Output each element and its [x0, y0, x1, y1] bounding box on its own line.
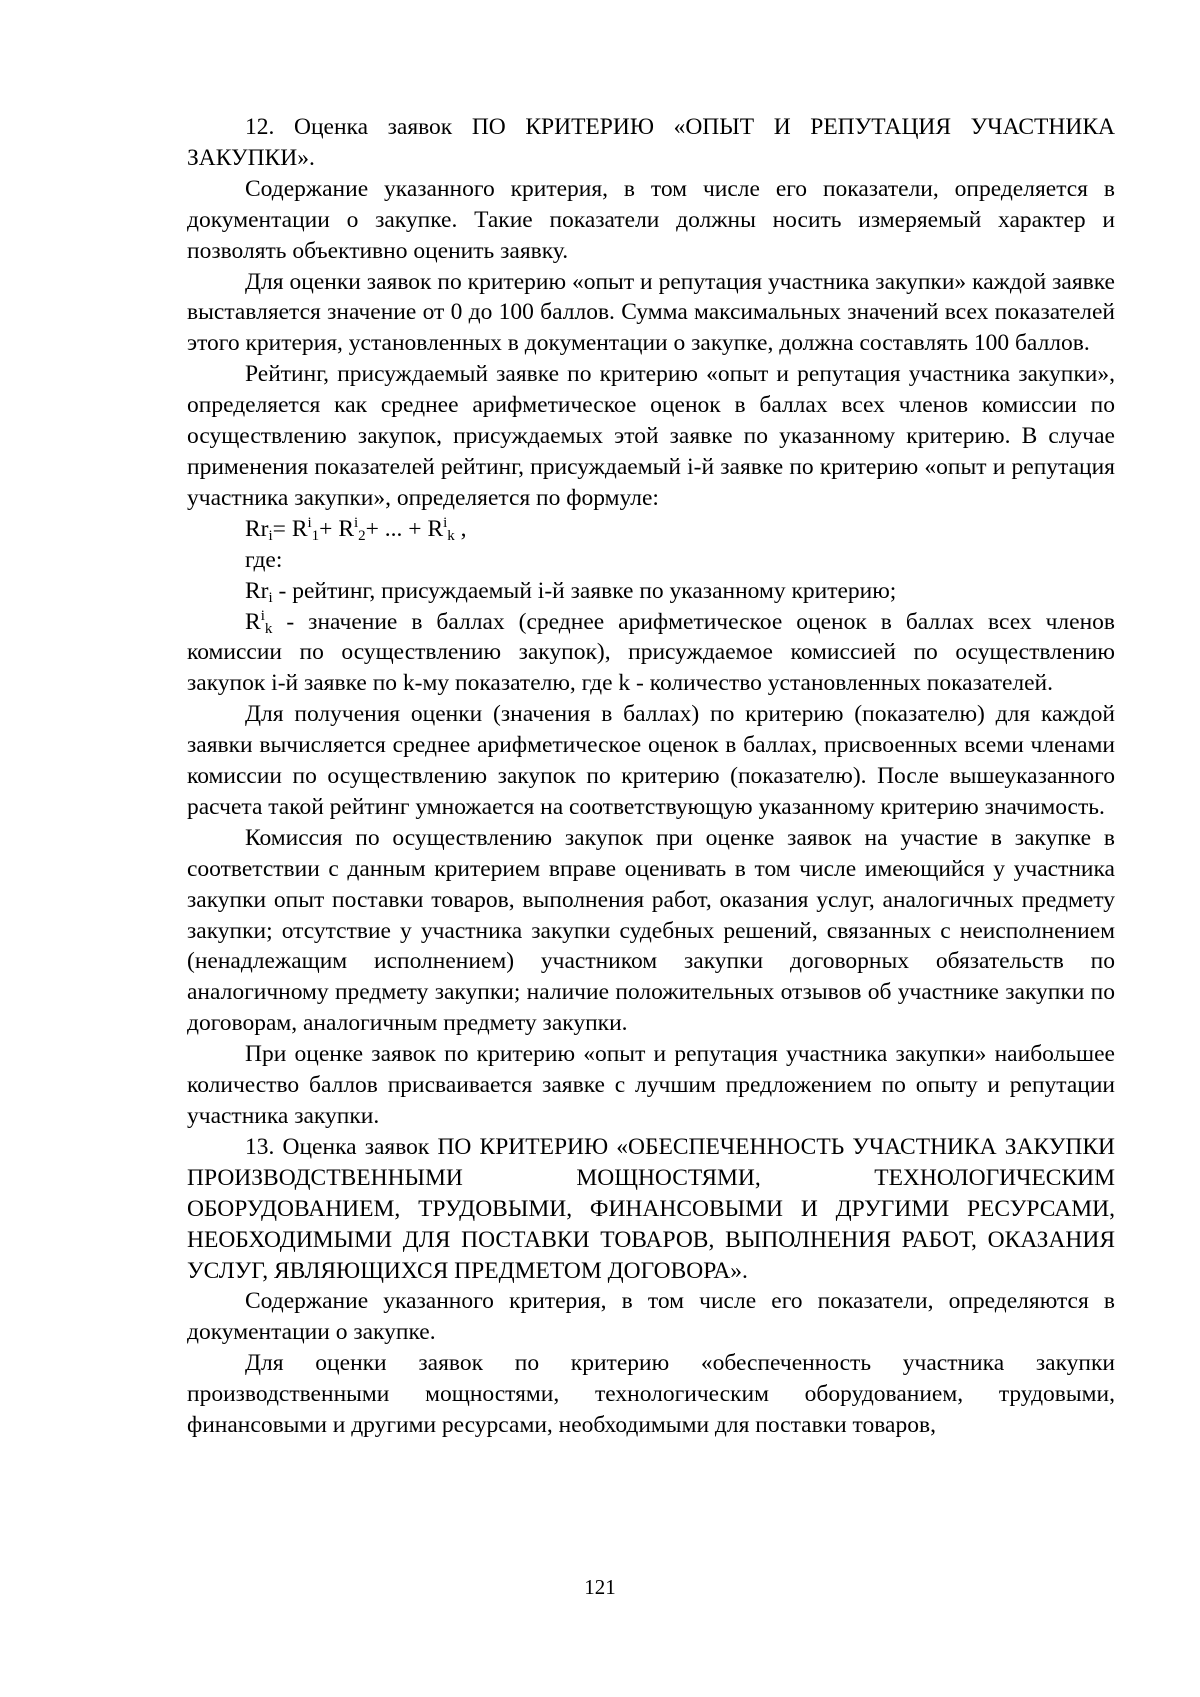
definition-rr-text: - рейтинг, присуждаемый i-й заявке по указанному критерию;	[278, 577, 897, 604]
formula-where: где:	[245, 546, 283, 573]
definition-rr-symbol: Rr	[245, 577, 269, 604]
document-page	[187, 112, 1115, 1441]
formula-lhs: Rr	[245, 515, 269, 542]
formula-term-2: R	[338, 515, 354, 542]
formula-term-1: R	[291, 515, 308, 542]
formula-term-3-sup: i	[443, 514, 448, 531]
paragraph-content-definition: Содержание указанного критерия, в том числе его показатели, определяется в документации о закупке. Такие показатели должны носить измеряемый характер и позволять объективно оценить заявку.	[187, 175, 1115, 264]
formula-term-3: R	[427, 515, 444, 542]
formula-term-2-sub: 2	[358, 527, 366, 544]
paragraph-average-calculation: Для получения оценки (значения в баллах) по критерию (показателю) для каждой заявки вычисляется среднее арифметическое оценок в баллах, присвоенных всеми членами комиссии по осуществлению закупок по критерию (показателю). После вышеуказанного расчета такой рейтинг умножается на соответствующую указанному критерию значимость.	[187, 701, 1115, 820]
page-number: 121	[584, 1575, 616, 1599]
section-13-heading: 13. Оценка заявок ПО КРИТЕРИЮ «ОБЕСПЕЧЕННОСТЬ УЧАСТНИКА ЗАКУПКИ ПРОИЗВОДСТВЕННЫМИ МОЩНОСТЯМИ, ТЕХНОЛОГИЧЕСКИМ ОБОРУДОВАНИЕМ, ТРУДОВЫМИ, ФИНАНСОВЫМИ И ДРУГИМИ РЕСУРСАМИ, НЕОБХОДИМЫМИ ДЛЯ ПОСТАВКИ ТОВАРОВ, ВЫПОЛНЕНИЯ РАБОТ, ОКАЗАНИЯ УСЛУГ, ЯВЛЯЮЩИХСЯ ПРЕДМЕТОМ ДОГОВОРА».	[187, 1133, 1115, 1284]
paragraph-score-range: Для оценки заявок по критерию «опыт и репутация участника закупки» каждой заявке выставляется значение от 0 до 100 баллов. Сумма максимальных значений всех показателей этого критерия, установленных в документации о закупке, должна составлять 100 баллов.	[187, 268, 1115, 357]
paragraph-resources-evaluation: Для оценки заявок по критерию «обеспеченность участника закупки производственными мощностями, технологическим оборудованием, трудовыми, финансовыми и другими ресурсами, необходимыми для поставки товаров,	[187, 1350, 1115, 1439]
formula-lhs-sub: i	[268, 527, 273, 544]
formula-term-2-sup: i	[354, 514, 359, 531]
definition-r	[187, 607, 1115, 700]
formula-term-3-sub: k	[447, 527, 455, 544]
formula-ellipsis: + ... +	[365, 515, 422, 542]
formula-term-1-sup: i	[307, 514, 312, 531]
paragraph-rating-method: Рейтинг, присуждаемый заявке по критерию «опыт и репутация участника закупки», определяется как среднее арифметическое оценок в баллах всех членов комиссии по осуществлению закупок, присуждаемых этой заявке по указанному критерию. В случае применения показателей рейтинг, присуждаемый i-й заявке по критерию «опыт и репутация участника закупки», определяется по формуле:	[187, 361, 1115, 511]
paragraph-commission-evaluation: Комиссия по осуществлению закупок при оценке заявок на участие в закупке в соответствии с данным критерием вправе оценивать в том числе имеющийся у участника закупки опыт поставки товаров, выполнения работ, оказания услуг, аналогичных предмету закупки; отсутствие у участника закупки судебных решений, связанных с неисполнением (ненадлежащим исполнением) участником закупки договорных обязательств по аналогичному предмету закупки; наличие положительных отзывов об участнике закупки по договорам, аналогичным предмету закупки.	[187, 824, 1115, 1037]
formula-term-1-sub: 1	[311, 527, 320, 544]
paragraph-criterion-content: Содержание указанного критерия, в том числе его показатели, определяются в документации о закупке.	[187, 1288, 1115, 1346]
definition-r-sup: i	[260, 607, 265, 624]
formula-tail: ,	[454, 515, 467, 542]
section-12-heading: 12. Оценка заявок ПО КРИТЕРИЮ «ОПЫТ И РЕПУТАЦИЯ УЧАСТНИКА ЗАКУПКИ».	[187, 114, 1115, 171]
paragraph-max-score: При оценке заявок по критерию «опыт и репутация участника закупки» наибольшее количество баллов присваивается заявке с лучшим предложением по опыту и репутации участника закупки.	[187, 1041, 1115, 1129]
definition-rr-sub: i	[268, 589, 273, 606]
definition-r-text: - значение в баллах (среднее арифметическое оценок в баллах всех членов комиссии по осуществлению закупок), присуждаемое комиссией по осуществлению закупок i-й заявке по k-му показателю, где k - количество установленных показателей.	[187, 608, 1115, 697]
definition-r-sub: k	[264, 620, 273, 637]
definition-rr	[187, 576, 1115, 607]
definition-r-symbol: R	[245, 608, 261, 635]
rating-formula: $Rr_i= R^i_1+ R^i_2+$ ... + $R^i_k$ ,	[245, 514, 467, 544]
